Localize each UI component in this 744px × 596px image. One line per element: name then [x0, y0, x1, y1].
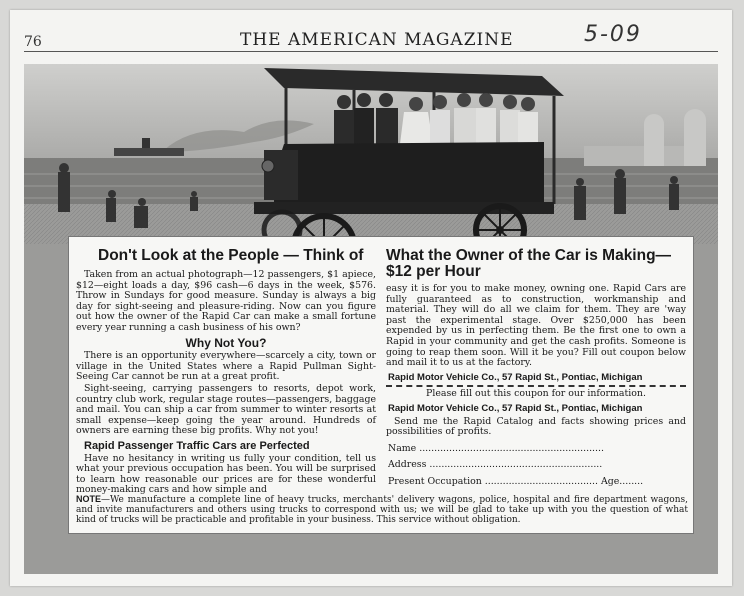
note-label: NOTE — [76, 494, 102, 504]
note-text: —We manufacture a complete line of heavy trucks, merchants' delivery wagons, police, hospital and fire department wagons, and invite manufacturers and others using trucks to correspond with us; we will be glad to take up with you the question of what kind of trucks will be practicable and profitable in your business. This service without obligation. — [76, 495, 688, 525]
coupon-name-field[interactable]: Name .............................................................. — [388, 443, 604, 454]
coupon-address-field[interactable]: Address .......................................................... — [388, 460, 603, 471]
traffic-cars-heading: Rapid Passenger Traffic Cars are Perfected — [84, 439, 310, 452]
headlamp-icon — [262, 160, 274, 172]
car-hood — [264, 150, 298, 200]
right-column — [386, 248, 686, 488]
name-field-label: Name — [388, 443, 417, 454]
car-body — [274, 142, 544, 204]
coupon-cut-line — [386, 385, 686, 387]
why-paragraph-1: There is an opportunity everywhere—scarcely a city, town or village in the United States where a Rapid Pullman Sight-Seeing Car cannot be run at a great profit. — [76, 350, 376, 383]
coupon-request: Send me the Rapid Catalog and facts showing prices and possibilities of profits. — [386, 415, 686, 438]
steamer-ship — [114, 148, 184, 156]
age-field-label: Age — [600, 476, 620, 487]
right-headline: What the Owner of the Car is Making—$12 per Hour — [386, 247, 672, 280]
left-headline: Don't Look at the People — Think of — [98, 247, 364, 264]
company-address: Rapid Motor Vehicle Co., 57 Rapid St., Pontiac, Michigan — [388, 371, 643, 383]
page-number: 76 — [24, 34, 42, 50]
manufacturer-note — [76, 494, 688, 525]
handwritten-date-note: 5-09 — [584, 22, 642, 47]
coupon-address: Rapid Motor Vehicle Co., 57 Rapid St., Pontiac, Michigan — [388, 402, 643, 414]
why-not-you-heading: Why Not You? — [185, 335, 267, 350]
header-rule — [24, 51, 718, 52]
coupon-occupation-field[interactable]: Present Occupation ...................................... Age........ — [388, 476, 644, 487]
left-column — [76, 248, 376, 497]
why-paragraph-2: Sight-seeing, carrying passengers to resorts, depot work, country club work, regular stage routes—passengers, baggage and mail. You can ship a car from summer to winter resorts at small expense—keep going the year around. Hundreds of owners are earning these big profits. Why not you! — [76, 382, 376, 437]
magazine-title: THE AMERICAN MAGAZINE — [240, 30, 514, 50]
traffic-paragraph: Have no hesitancy in writing us fully your condition, tell us what your previous occupation has been. You will be surprised to learn how reasonable our prices are for these wonderful money-making cars and how simple and — [76, 452, 376, 496]
intro-paragraph: Taken from an actual photograph—12 passengers, $1 apiece, $12—eight loads a day, $96 cash—6 days in the week, $576. Throw in Sundays for good measure. Sunday is always a big day for sight-seeing and pleasure-riding. Now can you figure out how the owner of the Rapid Car can make a small fortune every year running a cash business of his own? — [76, 269, 376, 333]
guarantee-paragraph: easy it is for you to make money, owning one. Rapid Cars are fully guaranteed as to construction, workmanship and material. They will do all we claim for them. They are 'way past the experimental stage. Over $250,000 has been expended by us in perfecting them. Be the first one to own a Rapid in your community and get the cash profits. Someone is going to reap them soon. Will it be you? Fill out coupon below and mail it to us at the factory. — [386, 283, 686, 369]
coupon-instruction: Please fill out this coupon for our information. — [426, 388, 646, 400]
address-field-label: Address — [388, 460, 427, 471]
occupation-field-label: Present Occupation — [388, 476, 482, 487]
